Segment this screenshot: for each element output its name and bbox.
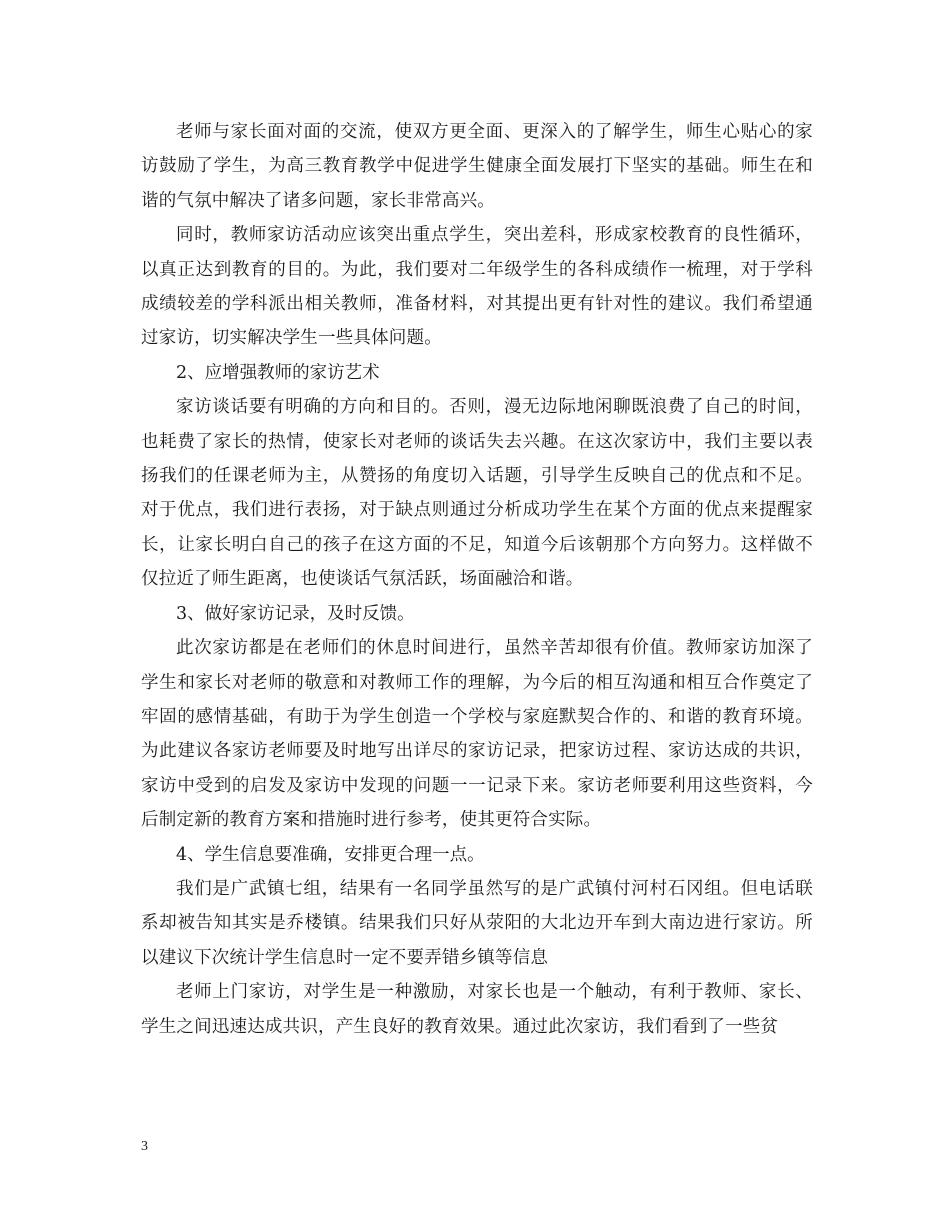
section-heading-2: 2、应增强教师的家访艺术 bbox=[176, 362, 380, 383]
paragraph-4: 此次家访都是在老师们的休息时间进行，虽然辛苦却很有价值。教师家访加深了学生和家长对老师的敬意和对教师工作的理解，为今后的相互沟通和相互合作奠定了牢固的感情基础，有助于为学生创造一个学校与家庭默契合作的、和谐的教育环境。为此建议各家访老师要及时地写出详尽的家访记录，把家访过程、家访达成的共识，家访中受到的启发及家访中发现的问题一一记录下来。家访老师要利用这些资料，今后制定新的教育方案和措施时进行参考，使其更符合实际。 bbox=[141, 638, 813, 831]
paragraph-5: 我们是广武镇七组，结果有一名同学虽然写的是广武镇付河村石冈组。但电话联系却被告知其实是乔楼镇。结果我们只好从荥阳的大北边开车到大南边进行家访。所以建议下次统计学生信息时一定不要弄错乡镇等信息 bbox=[141, 878, 813, 968]
page-number: 3 bbox=[141, 1139, 148, 1154]
section-heading-4: 4、学生信息要准确，安排更合理一点。 bbox=[176, 844, 485, 865]
paragraph-6: 老师上门家访，对学生是一种激励，对家长也是一个触动，有利于教师、家长、学生之间迅速达成共识，产生良好的教育效果。通过此次家访，我们看到了一些贫 bbox=[141, 982, 813, 1037]
document-body bbox=[141, 115, 813, 1044]
section-heading-3: 3、做好家访记录，及时反馈。 bbox=[176, 603, 415, 624]
paragraph-1: 老师与家长面对面的交流，使双方更全面、更深入的了解学生，师生心贴心的家访鼓励了学生，为高三教育教学中促进学生健康全面发展打下坚实的基础。师生在和谐的气氛中解决了诸多问题，家长非常高兴。 bbox=[141, 122, 813, 211]
paragraph-3: 家访谈话要有明确的方向和目的。否则，漫无边际地闲聊既浪费了自己的时间，也耗费了家长的热情，使家长对老师的谈话失去兴趣。在这次家访中，我们主要以表扬我们的任课老师为主，从赞扬的角度切入话题，引导学生反映自己的优点和不足。对于优点，我们进行表扬，对于缺点则通过分析成功学生在某个方面的优点来提醒家长，让家长明白自己的孩子在这方面的不足，知道今后该朝那个方向努力。这样做不仅拉近了师生距离，也使谈话气氛活跃，场面融洽和谐。 bbox=[141, 397, 813, 590]
paragraph-2: 同时，教师家访活动应该突出重点学生，突出差科，形成家校教育的良性循环，以真正达到教育的目的。为此，我们要对二年级学生的各科成绩作一梳理，对于学科成绩较差的学科派出相关教师，准备材料，对其提出更有针对性的建议。我们希望通过家访，切实解决学生一些具体问题。 bbox=[141, 225, 813, 349]
